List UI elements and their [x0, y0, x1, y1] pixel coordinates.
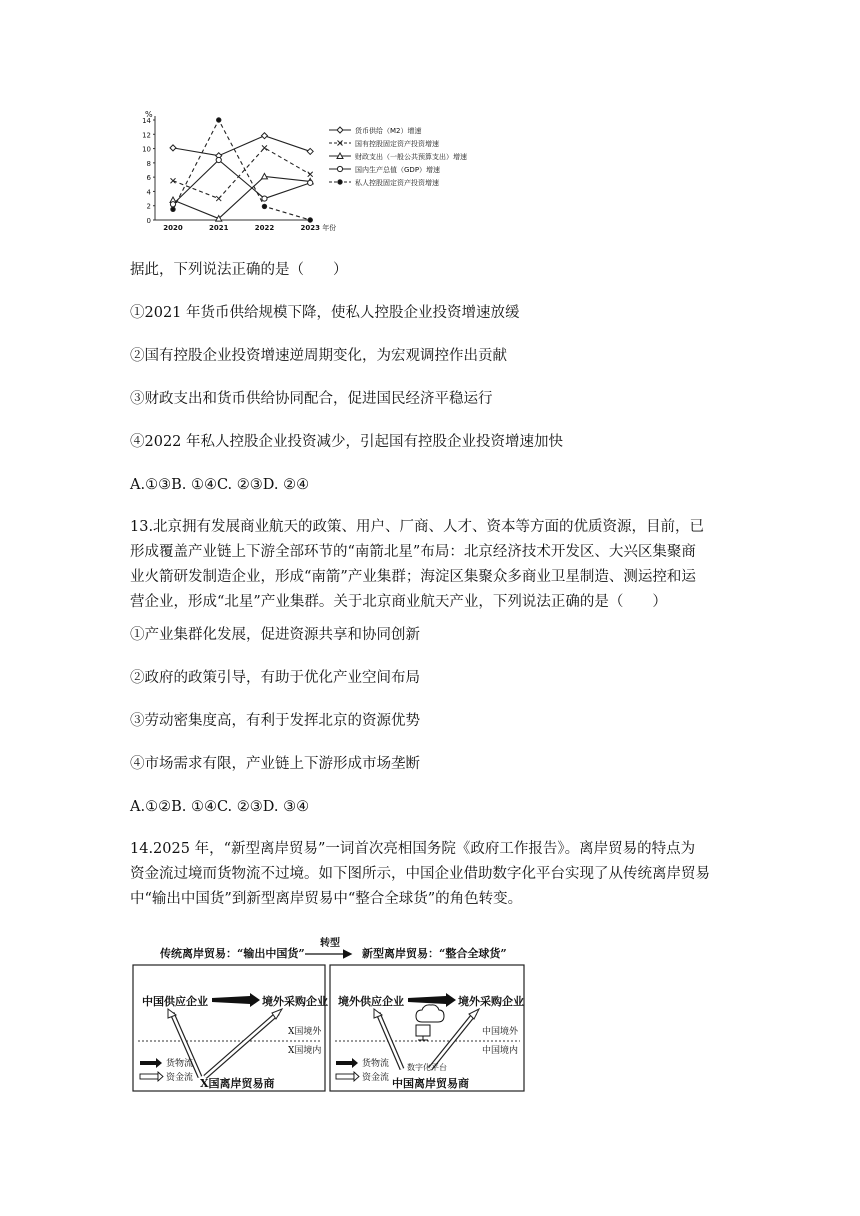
q14-line-2: 资金流过境而货物流不过境。如下图所示，中国企业借助数字化平台实现了从传统离岸贸易 — [130, 866, 710, 882]
q12-option-4: ④2022 年私人控股企业投资减少，引起国有控股企业投资增速加快 — [130, 434, 564, 450]
q13-option-2: ②政府的政策引导，有助于优化产业空间布局 — [130, 670, 420, 686]
left-legend-goods-icon — [140, 1058, 162, 1068]
left-legend-funds-icon — [140, 1074, 158, 1079]
data-point — [171, 207, 175, 211]
series-line — [173, 148, 310, 199]
data-point — [216, 157, 221, 162]
x-tick-label: 2020 — [163, 224, 183, 232]
legend-label: 财政支出（一般公共预算支出）增速 — [355, 153, 467, 161]
left-trader: X国离岸贸易商 — [200, 1077, 275, 1090]
right-supplier: 境外供应企业 — [338, 995, 404, 1008]
legend-label: 私人控股固定资产投资增速 — [355, 179, 439, 187]
q13-option-1: ①产业集群化发展，促进资源共享和协同创新 — [130, 627, 420, 643]
data-point — [170, 145, 176, 151]
right-legend-funds: 资金流 — [362, 1073, 390, 1083]
q14-stem — [130, 837, 740, 912]
q14-line-3: 中“输出中国货”到新型离岸贸易中“整合全球货”的角色转变。 — [130, 891, 523, 907]
right-legend-goods: 货物流 — [362, 1059, 390, 1069]
y-tick-label: 2 — [146, 202, 151, 211]
q13-line-3: 业火箭研发制造企业，形成“南箭”产业集群；海淀区集聚众多商业卫星制造、测运控和运 — [130, 569, 696, 585]
data-point — [307, 148, 313, 154]
q12-option-3: ③财政支出和货币供给协同配合，促进国民经济平稳运行 — [130, 391, 493, 407]
q13-option-4: ④市场需求有限，产业链上下游形成市场垄断 — [130, 756, 420, 772]
right-border-top: 中国境外 — [482, 1027, 519, 1037]
x-tick-label: 2022 — [254, 224, 275, 232]
q13-line-2: 形成覆盖产业链上下游全部环节的“南箭北星”布局：北京经济技术开发区、大兴区集聚商 — [130, 544, 696, 560]
left-buyer: 境外采购企业 — [262, 995, 328, 1008]
x-tick-label: 2021 — [208, 224, 229, 232]
left-supplier: 中国供应企业 — [142, 995, 208, 1008]
data-point — [217, 118, 221, 122]
computer-icon — [416, 1025, 430, 1036]
q13-line-4: 营企业，形成“北星”产业集群。关于北京商业航天产业，下列说法正确的是（ ） — [130, 594, 667, 610]
x-tick-label: 2023 — [300, 224, 320, 232]
data-point — [262, 204, 266, 208]
series-line — [173, 176, 310, 218]
q14-line-1: 14.2025 年，“新型离岸贸易”一词首次亮相国务院《政府工作报告》。离岸贸易的特点为 — [130, 841, 696, 857]
series-line — [173, 136, 310, 156]
right-platform: 数字化平台 — [407, 1063, 447, 1072]
right-legend-funds-icon — [336, 1074, 354, 1079]
diagram-title-right: 新型离岸贸易：“整合全球货” — [362, 947, 507, 960]
left-border-top: X国境外 — [288, 1027, 322, 1037]
y-axis-label: % — [145, 110, 153, 119]
series-line — [173, 120, 310, 220]
y-tick-label: 6 — [146, 174, 151, 183]
data-point — [216, 196, 221, 201]
q12-option-2: ②国有控股企业投资增速逆周期变化，为宏观调控作出贡献 — [130, 348, 507, 364]
q13-option-3: ③劳动密集度高，有利于发挥北京的资源优势 — [130, 713, 420, 729]
right-buyer: 境外采购企业 — [458, 995, 524, 1008]
left-legend-funds: 资金流 — [166, 1073, 194, 1083]
q12-answers: A.①③B. ①④C. ②③D. ②④ — [130, 477, 310, 493]
data-point — [171, 178, 176, 183]
data-point — [308, 172, 313, 177]
data-point — [337, 127, 343, 133]
data-point — [338, 180, 342, 184]
legend-label: 国有控股固定资产投资增速 — [355, 140, 439, 148]
x-axis-label: 年份 — [322, 224, 337, 232]
data-point — [262, 145, 267, 150]
data-point — [337, 166, 342, 171]
diagram-title-left: 传统离岸贸易：“输出中国货” — [160, 947, 305, 960]
q13-answers: A.①②B. ①④C. ②③D. ③④ — [130, 799, 310, 815]
data-point — [308, 218, 312, 222]
cloud-icon — [416, 1005, 444, 1022]
left-legend-goods: 货物流 — [166, 1059, 194, 1069]
y-tick-label: 0 — [146, 217, 151, 225]
data-point — [308, 180, 313, 185]
y-tick-label: 10 — [142, 145, 151, 154]
y-tick-label: 12 — [142, 131, 151, 140]
q12-option-1: ①2021 年货币供给规模下降，使私人控股企业投资增速放缓 — [130, 305, 520, 321]
y-tick-label: 8 — [146, 159, 151, 168]
q12-stem: 据此，下列说法正确的是（ ） — [130, 262, 348, 278]
line-chart — [133, 108, 498, 236]
right-trader: 中国离岸贸易商 — [392, 1077, 469, 1090]
y-tick-label: 14 — [142, 117, 151, 125]
trade-diagram — [130, 935, 530, 1095]
left-border-bottom: X国境内 — [288, 1046, 322, 1056]
q13-stem — [130, 515, 740, 615]
right-border-bottom: 中国境内 — [482, 1046, 519, 1056]
y-tick-label: 4 — [146, 188, 151, 197]
left-goods-arrow — [212, 993, 260, 1007]
right-legend-goods-icon — [336, 1058, 358, 1068]
q13-line-1: 13.北京拥有发展商业航天的政策、用户、厂商、人才、资本等方面的优质资源，目前，已 — [130, 519, 705, 535]
data-point — [261, 133, 267, 139]
legend-label: 货币供给（M2）增速 — [355, 127, 422, 135]
data-point — [262, 196, 267, 201]
legend-label: 国内生产总值（GDP）增速 — [355, 166, 441, 174]
diagram-transform-label: 转型 — [320, 938, 340, 949]
